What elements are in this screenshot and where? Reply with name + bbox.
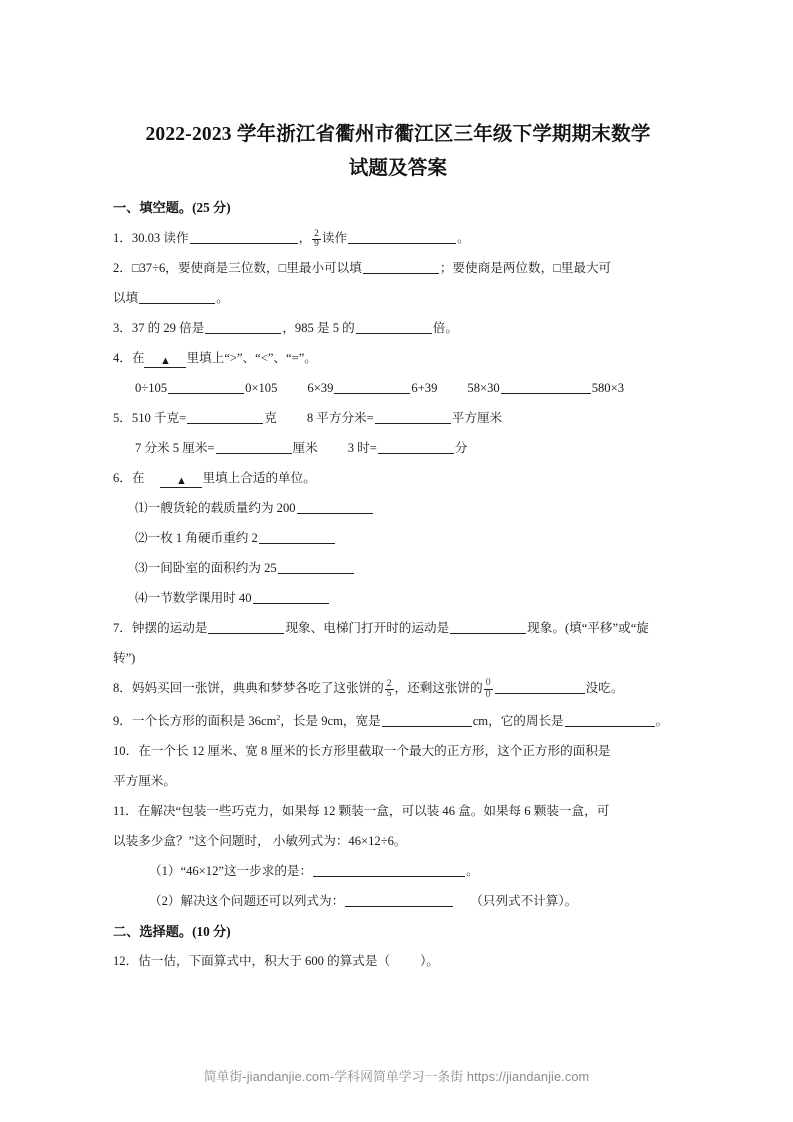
question-1-fraction-numerator: 2 — [314, 228, 319, 239]
question-5-text-g: 3 时= — [347, 441, 377, 455]
question-10 — [113, 736, 683, 766]
question-7-text-c: 现象。(填“平移”或“旋 — [527, 621, 649, 635]
question-3 — [113, 313, 683, 343]
question-4-expressions — [113, 373, 683, 403]
question-8-fraction-1 — [385, 680, 394, 700]
question-4-blank-2[interactable] — [334, 380, 410, 394]
question-11-sub-2-blank[interactable] — [345, 894, 453, 908]
question-5-blank-2[interactable] — [375, 410, 451, 424]
question-6-item-3-label: ⑶一间卧室的面积约为 25 — [135, 561, 277, 575]
question-4-blank-1[interactable] — [168, 380, 244, 394]
question-3-text-a: 37 的 29 倍是 — [131, 321, 205, 335]
question-11-sub-1-text: （1）“46×12”这一步求的是： — [149, 864, 313, 879]
question-6-text-b: 里填上合适的单位。 — [202, 471, 316, 485]
question-11-sub-2-text: （2）解决这个问题还可以列式为： — [149, 894, 345, 909]
question-11-text-line-2: 以装多少盒？”这个问题时， 小敏列式为：46×12÷6。 — [113, 834, 407, 849]
question-10-line-2 — [113, 766, 683, 796]
question-2-text-d: 。 — [216, 291, 229, 305]
question-8-fraction-2-denominator: 0 — [485, 688, 491, 700]
question-6-item-2-label: ⑵一枚 1 角硬币重约 2 — [135, 531, 258, 545]
question-9-text-d: 。 — [655, 714, 669, 729]
question-8-fraction-2-numerator: 0 — [485, 677, 491, 689]
question-1-text-a: 30.03 读作 — [131, 231, 189, 245]
question-10-number: 10． — [113, 744, 139, 759]
question-5-text-h: 分 — [454, 441, 468, 455]
question-3-blank-2[interactable] — [356, 320, 432, 334]
question-10-text-line-2: 平方厘米。 — [113, 774, 176, 789]
question-8-text-b: ，还剩这张饼的 — [394, 681, 483, 695]
section-heading-multiple-choice: 二、选择题。(10 分) — [113, 924, 231, 940]
question-4-expr-3-left: 58×30 — [467, 381, 500, 395]
question-6-item-3 — [113, 553, 683, 583]
question-5-text-f: 厘米 — [292, 441, 318, 455]
question-11-sub-2 — [113, 886, 683, 916]
question-5-blank-4[interactable] — [378, 440, 454, 454]
question-8-number: 8． — [113, 681, 132, 695]
question-3-text-b: ，985 是 5 的 — [282, 321, 355, 335]
question-1-blank-2[interactable] — [348, 230, 456, 244]
question-5-number: 5． — [113, 411, 132, 425]
question-2-text-a: □37÷6，要使商是三位数，□里最小可以填 — [131, 261, 362, 275]
question-4-expr-2-left: 6×39 — [307, 381, 334, 395]
question-10-text-line-1: 在一个长 12 厘米、宽 8 厘米的长方形里截取一个最大的正方形，这个正方形的面积是 — [138, 744, 611, 759]
question-6-blank-4[interactable] — [253, 590, 329, 604]
section-heading-fill-in-blank: 一、填空题。(25 分) — [113, 200, 231, 215]
question-1-comma: ， — [298, 231, 312, 245]
question-6-blank-2[interactable] — [259, 530, 335, 544]
triangle-icon: ▲ — [160, 476, 202, 488]
question-2-number: 2． — [113, 261, 132, 275]
question-1 — [113, 223, 683, 253]
question-1-period: 。 — [457, 231, 470, 245]
question-1-fraction — [312, 230, 321, 250]
question-1-blank-1[interactable] — [190, 230, 298, 244]
question-6-text-a: 在 — [131, 471, 145, 485]
question-2-blank-1[interactable] — [363, 260, 439, 274]
question-9-number: 9． — [113, 714, 132, 729]
question-9-text-c: cm，它的周长是 — [472, 714, 564, 729]
question-7 — [113, 613, 683, 643]
question-8-fraction-2-blank[interactable] — [484, 678, 493, 699]
question-7-blank-1[interactable] — [208, 620, 284, 634]
question-9-blank-2[interactable] — [565, 714, 655, 728]
question-6-item-4-label: ⑷一节数学课用时 40 — [135, 591, 252, 605]
question-2 — [113, 253, 683, 283]
question-6-item-2 — [113, 523, 683, 553]
question-4-number: 4． — [113, 351, 132, 365]
page-title — [113, 118, 683, 186]
question-8 — [113, 673, 683, 703]
question-4-text-b: 里填上“>”、“<”、“=”。 — [186, 351, 317, 365]
question-2-text-b: ；要使商是两位数，□里最大可 — [439, 261, 612, 275]
footer-watermark: 简单街-jiandanjie.com-学科网简单学习一条街 https://jiandanjie.com — [203, 1069, 590, 1084]
question-9-text-a: 一个长方形的面积是 36cm — [131, 714, 277, 729]
question-9 — [113, 703, 683, 736]
question-3-blank-1[interactable] — [205, 320, 281, 334]
question-8-blank-1[interactable] — [495, 680, 585, 694]
document-content — [113, 118, 683, 976]
question-1-text-b: 读作 — [321, 231, 348, 245]
question-11 — [113, 796, 683, 826]
question-7-text-a: 钟摆的运动是 — [131, 621, 208, 635]
question-12 — [113, 947, 683, 976]
question-6-item-1 — [113, 493, 683, 523]
triangle-icon: ▲ — [144, 356, 186, 368]
question-11-sub-2-note: （只列式不计算）。 — [470, 894, 578, 909]
question-11-sub-1 — [113, 856, 683, 886]
question-5-text-d: 平方厘米 — [451, 411, 503, 425]
question-12-number: 12． — [113, 954, 139, 969]
question-4-expr-1-left: 0÷105 — [135, 381, 168, 395]
question-3-number: 3． — [113, 321, 132, 335]
question-11-sub-1-period: 。 — [466, 864, 479, 879]
question-8-fraction-1-numerator: 2 — [386, 678, 392, 689]
question-4-blank-3[interactable] — [501, 380, 591, 394]
question-11-sub-1-blank[interactable] — [313, 864, 465, 878]
question-6-blank-1[interactable] — [297, 500, 373, 514]
page-title-line-1: 2022-2023 学年浙江省衢州市衢江区三年级下学期期末数学 — [145, 124, 651, 145]
question-7-line-2 — [113, 643, 683, 673]
question-1-number: 1． — [113, 231, 132, 245]
question-11-number: 11． — [113, 804, 138, 819]
question-8-fraction-1-denominator: 5 — [386, 689, 392, 700]
question-1-fraction-denominator: 9 — [314, 239, 319, 250]
question-11-line-2 — [113, 826, 683, 856]
question-5 — [113, 403, 683, 433]
question-6-number: 6． — [113, 471, 132, 485]
question-12-text-end: ）。 — [420, 954, 439, 969]
question-7-number: 7． — [113, 621, 132, 635]
question-5-text-e: 7 分米 5 厘米= — [135, 441, 215, 455]
question-6 — [113, 463, 683, 493]
question-5-text-a: 510 千克= — [131, 411, 187, 425]
question-2-text-c: 以填 — [113, 291, 139, 305]
page-title-line-2: 试题及答案 — [348, 158, 448, 179]
question-11-text-line-1: 在解决“包装一些巧克力，如果每 12 颗装一盒，可以装 46 盒。如果每 6 颗装一盒，可 — [137, 804, 610, 819]
question-4 — [113, 343, 683, 373]
question-6-item-1-label: ⑴一艘货轮的载质量约为 200 — [135, 501, 296, 515]
question-7-blank-2[interactable] — [450, 620, 526, 634]
question-6-blank-3[interactable] — [278, 560, 354, 574]
question-9-text-b: ，长是 9cm，宽是 — [280, 714, 381, 729]
question-7-text-d: 转”) — [113, 651, 136, 665]
question-9-blank-1[interactable] — [382, 714, 472, 728]
question-9-superscript: 2 — [276, 713, 281, 722]
question-2-line-2 — [113, 283, 683, 313]
question-5-blank-1[interactable] — [187, 410, 263, 424]
question-8-text-a: 妈妈买回一张饼，典典和梦梦各吃了这张饼的 — [131, 681, 384, 695]
question-3-text-c: 倍。 — [432, 321, 458, 335]
question-4-expr-3-right: 580×3 — [591, 381, 624, 395]
question-5-text-c: 8 平方分米= — [306, 411, 374, 425]
question-4-expr-2-right: 6+39 — [411, 381, 438, 395]
question-6-item-4 — [113, 583, 683, 613]
question-12-text: 估一估，下面算式中，积大于 600 的算式是（ — [138, 954, 391, 969]
question-5-line-2 — [113, 433, 683, 463]
question-4-expr-1-right: 0×105 — [245, 381, 278, 395]
question-4-text-a: 在 — [131, 351, 145, 365]
question-5-blank-3[interactable] — [216, 440, 292, 454]
question-7-text-b: 现象、电梯门打开时的运动是 — [285, 621, 450, 635]
question-2-blank-2[interactable] — [139, 290, 215, 304]
question-8-text-c: 没吃。 — [585, 681, 624, 695]
question-5-text-b: 克 — [264, 411, 277, 425]
